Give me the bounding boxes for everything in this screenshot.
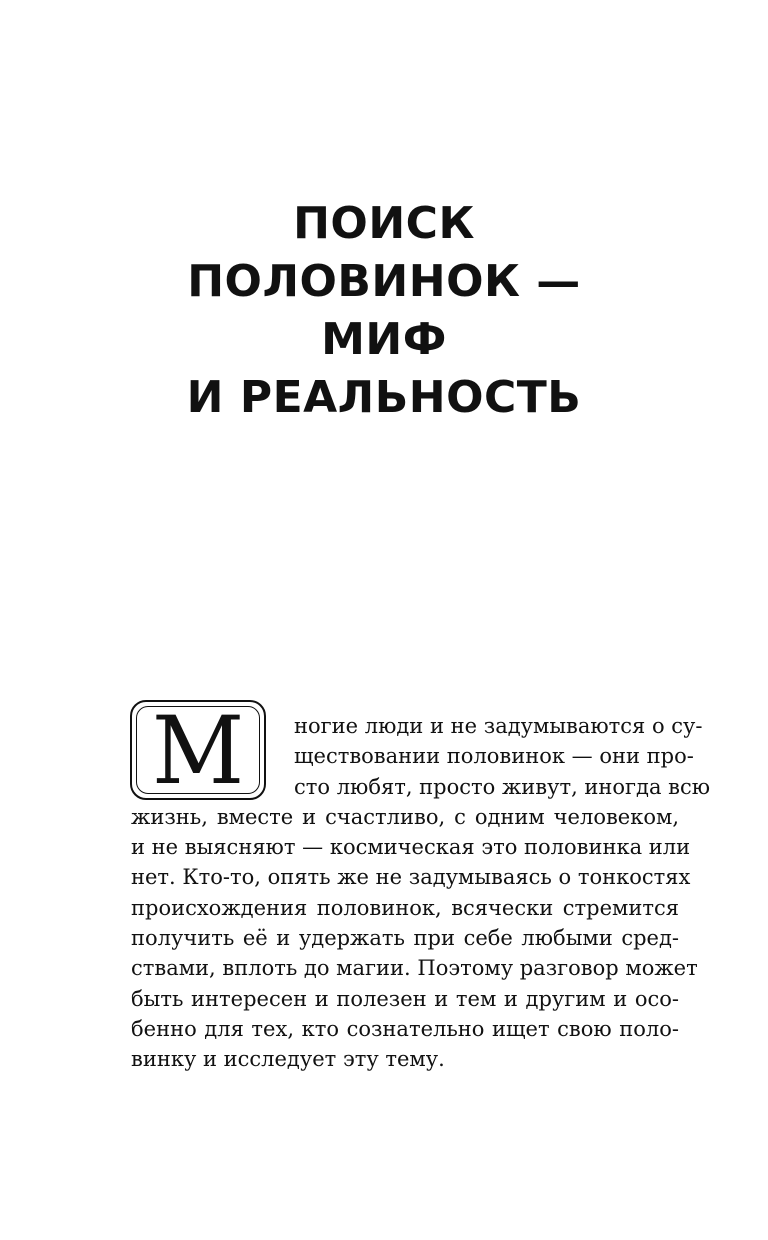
paragraph-line-4: жизнь, вместе и счастливо, с одним человеком, [131, 804, 679, 829]
chapter-title-line-3: МИФ [321, 314, 447, 366]
chapter-title-line-1: ПОИСК [293, 198, 475, 250]
paragraph-line-1: ногие люди и не задумываются о су- [294, 714, 703, 738]
paragraph-line-6: нет. Кто-то, опять же не задумываясь о тонкостях [131, 865, 691, 890]
paragraph-line-10: быть интересен и полезен и тем и другим и осо- [131, 986, 679, 1011]
paragraph-line-5: и не выясняют — космическая это половинка или [131, 835, 691, 860]
body-paragraph [131, 711, 711, 1075]
chapter-title-line-4: И РЕАЛЬНОСТЬ [186, 372, 582, 424]
paragraph-line-7: происхождения половинок, всячески стремится [131, 895, 679, 920]
paragraph-line-11: бенно для тех, кто сознательно ищет свою поло- [131, 1016, 679, 1041]
paragraph-line-8: получить её и удержать при себе любыми сред- [131, 926, 679, 951]
chapter-title [100, 195, 668, 427]
paragraph-line-9: ствами, вплоть до магии. Поэтому разговор может [131, 956, 698, 981]
paragraph-line-2: ществовании половинок — они про- [294, 744, 694, 769]
chapter-title-line-2: ПОЛОВИНОК — [187, 256, 581, 308]
paragraph-line-3: сто любят, просто живут, иногда всю [294, 774, 711, 799]
paragraph-line-12: винку и исследует эту тему. [131, 1047, 445, 1072]
drop-cap-letter: М [151, 706, 245, 794]
